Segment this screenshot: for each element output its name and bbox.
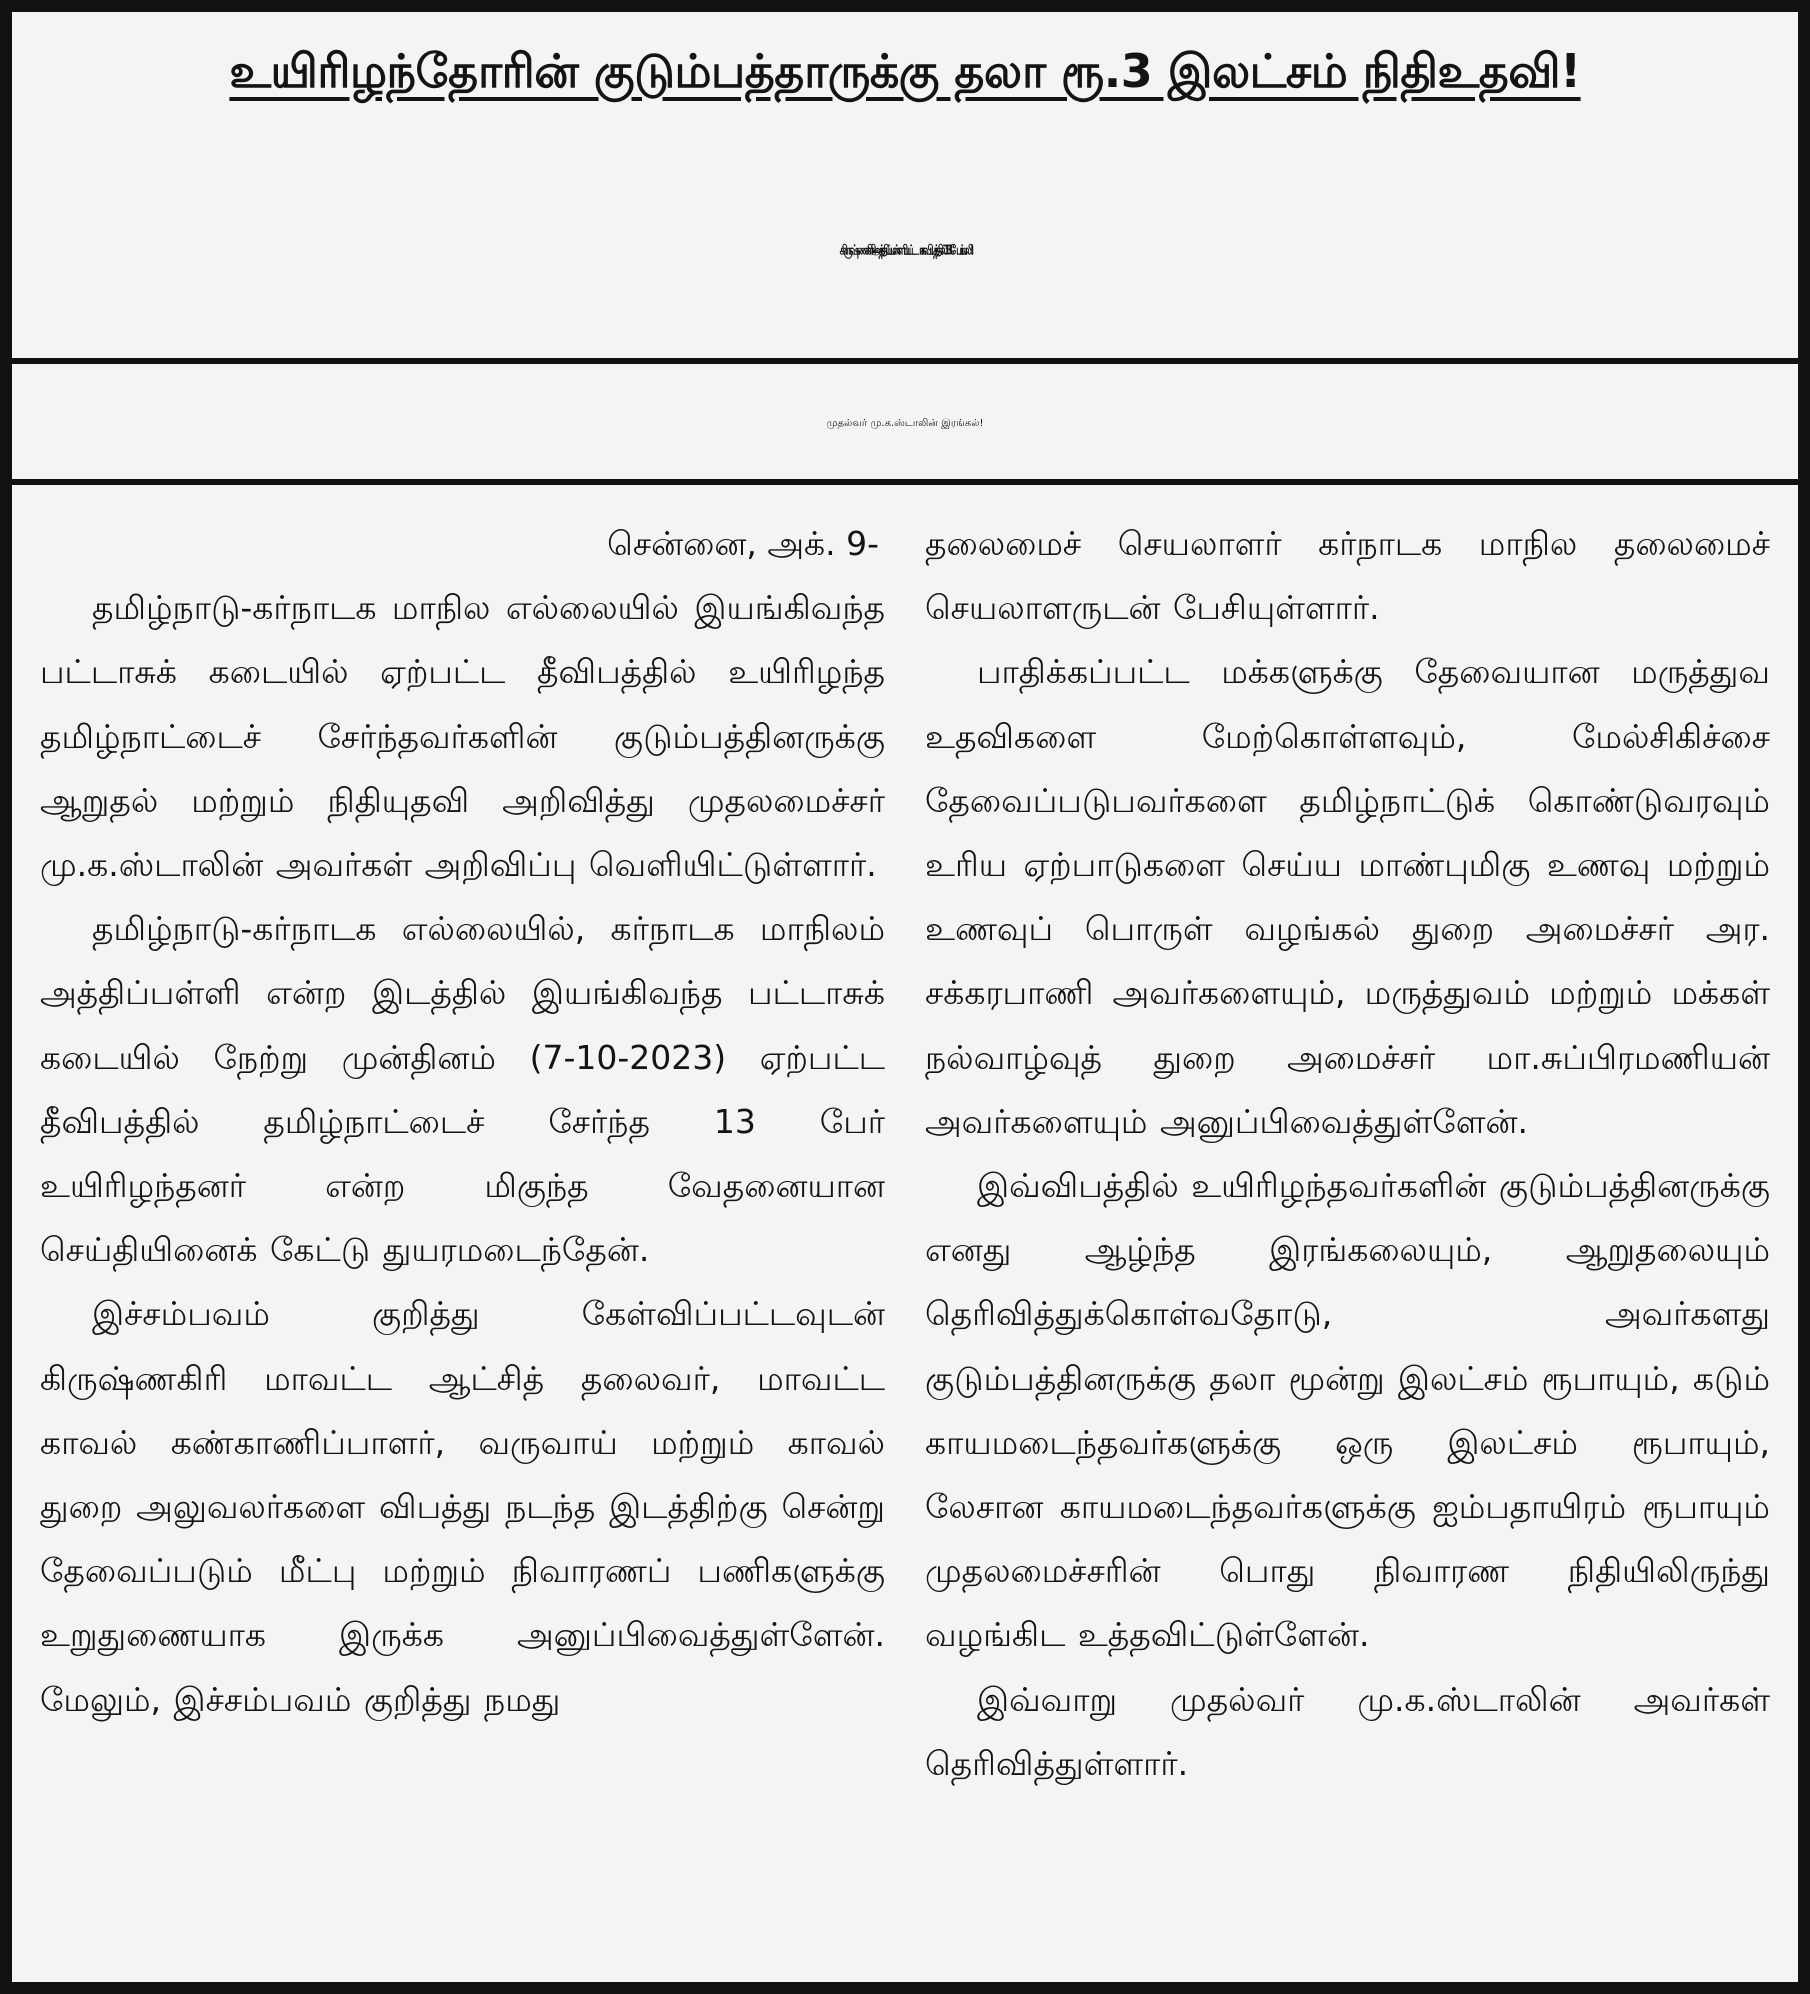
paragraph: பாதிக்கப்பட்ட மக்களுக்கு தேவையான மருத்துவ உதவிகளை மேற்கொள்ளவும், மேல்சிகிச்சை தேவைப்படுபவர்களை தமிழ்நாட்டுக் கொண்டுவரவும் உரிய ஏற்பாடுகளை செய்ய மாண்புமிகு உணவு மற்றும் உணவுப் பொருள் வழங்கல் துறை அமைச்சர் அர. சக்கரபாணி அவர்களையும், மருத்துவம் மற்றும் மக்கள் நல்வாழ்வுத் துறை அமைச்சர் மா.சுப்பிரமணியன் அவர்களையும் அனுப்பிவைத்துள்ளேன்.: [925, 652, 1770, 1141]
paragraph-continued: தலைமைச் செயலாளர் கர்நாடக மாநில தலைமைச் செயலாளருடன் பேசியுள்ளார்.: [925, 524, 1770, 628]
paragraph: தமிழ்நாடு-கர்நாடக எல்லையில், கர்நாடக மாநிலம் அத்திப்பள்ளி என்ற இடத்தில் இயங்கிவந்த பட்டாசுக் கடையில் நேற்று முன்தினம் (7-10-2023) ஏற்பட்ட தீவிபத்தில் தமிழ்நாட்டைச் சேர்ந்த 13 பேர் உயிரிழந்தனர் என்ற மிகுந்த வேதனையான செய்தியினைக் கேட்டு துயரமடைந்தேன்.: [40, 909, 885, 1270]
kicker-text: உயிரிழந்தோரின் குடும்பத்தாருக்கு தலா ரூ.3 இலட்சம் நிதிஉதவி!: [229, 44, 1581, 98]
headline: கிருஷ்ணகிரி - அத்திப்பள்ளி பட்டாசு விபத்தில் 13 பேர் பலி!: [839, 243, 971, 259]
paragraph: இச்சம்பவம் குறித்து கேள்விப்பட்டவுடன் கிருஷ்ணகிரி மாவட்ட ஆட்சித் தலைவர், மாவட்ட காவல் கண்காணிப்பாளர், வருவாய் மற்றும் காவல் துறை அலுவலர்களை விபத்து நடந்த இடத்திற்கு சென்று தேவைப்படும் மீட்பு மற்றும் நிவாரணப் பணிகளுக்கு உறுதுணையாக இருக்க அனுப்பிவைத்துள்ளேன். மேலும், இச்சம்பவம் குறித்து நமது: [40, 1294, 885, 1719]
subheadline: முதல்வர் மு.க.ஸ்டாலின் இரங்கல்!: [826, 418, 984, 429]
right-column: [925, 512, 1770, 1968]
paragraph: தமிழ்நாடு-கர்நாடக மாநில எல்லையில் இயங்கிவந்த பட்டாசுக் கடையில் ஏற்பட்ட தீவிபத்தில் உயிரிழந்த தமிழ்நாட்டைச் சேர்ந்தவர்களின் குடும்பத்தினருக்கு ஆறுதல் மற்றும் நிதியுதவி அறிவித்து முதலமைச்சர் மு.க.ஸ்டாலின் அவர்கள் அறிவிப்பு வெளியிட்டுள்ளார்.: [40, 588, 885, 885]
divider-rule: [12, 479, 1798, 485]
article-body: [40, 512, 1770, 1968]
paragraph: இவ்வாறு முதல்வர் மு.க.ஸ்டாலின் அவர்கள் தெரிவித்துள்ளார்.: [925, 1679, 1770, 1783]
kicker-line: [12, 40, 1798, 120]
left-column: [40, 512, 885, 1968]
divider-rule: [12, 358, 1798, 364]
dateline: சென்னை, அக். 9-: [607, 524, 879, 563]
paragraph: இவ்விபத்தில் உயிரிழந்தவர்களின் குடும்பத்தினருக்கு எனது ஆழ்ந்த இரங்கலையும், ஆறுதலையும் தெரிவித்துக்கொள்வதோடு, அவர்களது குடும்பத்தினருக்கு தலா மூன்று இலட்சம் ரூபாயும், கடும் காயமடைந்தவர்களுக்கு ஒரு இலட்சம் ரூபாயும், லேசான காயமடைந்தவர்களுக்கு ஐம்பதாயிரம் ரூபாயும் முதலமைச்சரின் பொது நிவாரண நிதியிலிருந்து வழங்கிட உத்தவிட்டுள்ளேன்.: [925, 1166, 1770, 1655]
